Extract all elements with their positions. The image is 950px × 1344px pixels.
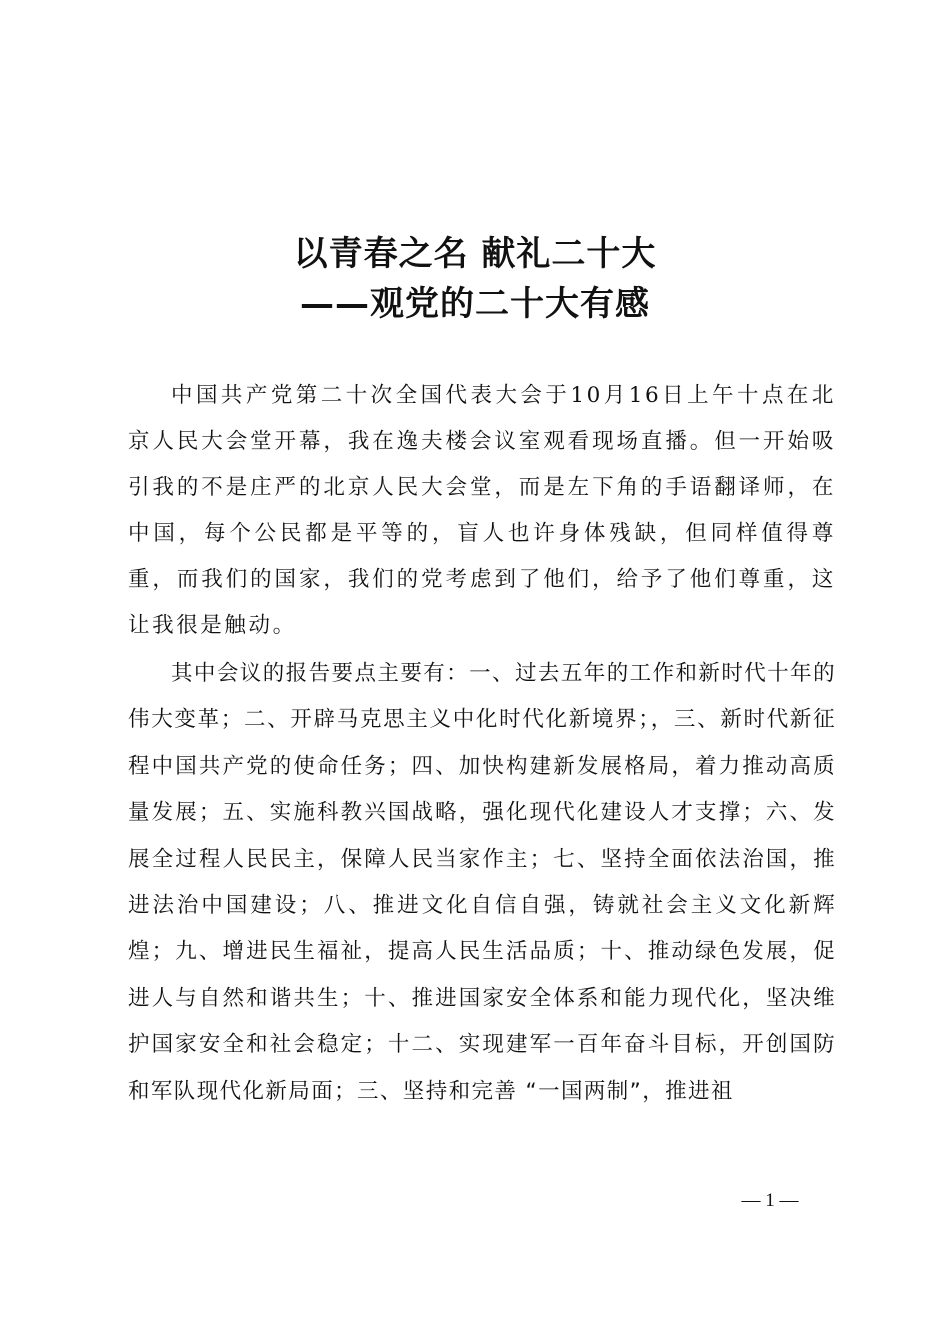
document-title: 以青春之名 献礼二十大	[293, 234, 657, 274]
paragraph-report-points: 其中会议的报告要点主要有：一、过去五年的工作和新时代十年的伟大变革；二、开辟马克思主义中化时代化新境界；，三、新时代新征程中国共产党的使命任务；四、加快构建新发展格局，着力推动高质量发展；五、实施科教兴国战略，强化现代化建设人才支撑；六、发展全过程人民民主，保障人民当家作主；七、坚持全面依法治国，推进法治中国建设；八、推进文化自信自强，铸就社会主义文化新辉煌；九、增进民生福祉，提高人民生活品质；十、推动绿色发展，促进人与自然和谐共生；十、推进国家安全体系和能力现代化，坚决维护国家安全和社会稳定；十二、实现建军一百年奋斗目标，开创国防和军队现代化新局面；三、坚持和完善 “一国两制”，推进祖	[128, 661, 836, 1104]
page-number: — 1 —	[741, 1190, 799, 1211]
paragraph-intro: 中国共产党第二十次全国代表大会于10月16日上午十点在北京人民大会堂开幕，我在逸夫楼会议室观看现场直播。但一开始吸引我的不是庄严的北京人民大会堂，而是左下角的手语翻译师，在中国，每个公民都是平等的，盲人也许身体残缺，但同样值得尊重，而我们的国家，我们的党考虑到了他们，给予了他们尊重，这让我很是触动。	[128, 383, 836, 638]
document-subtitle: ——观党的二十大有感	[300, 284, 650, 324]
